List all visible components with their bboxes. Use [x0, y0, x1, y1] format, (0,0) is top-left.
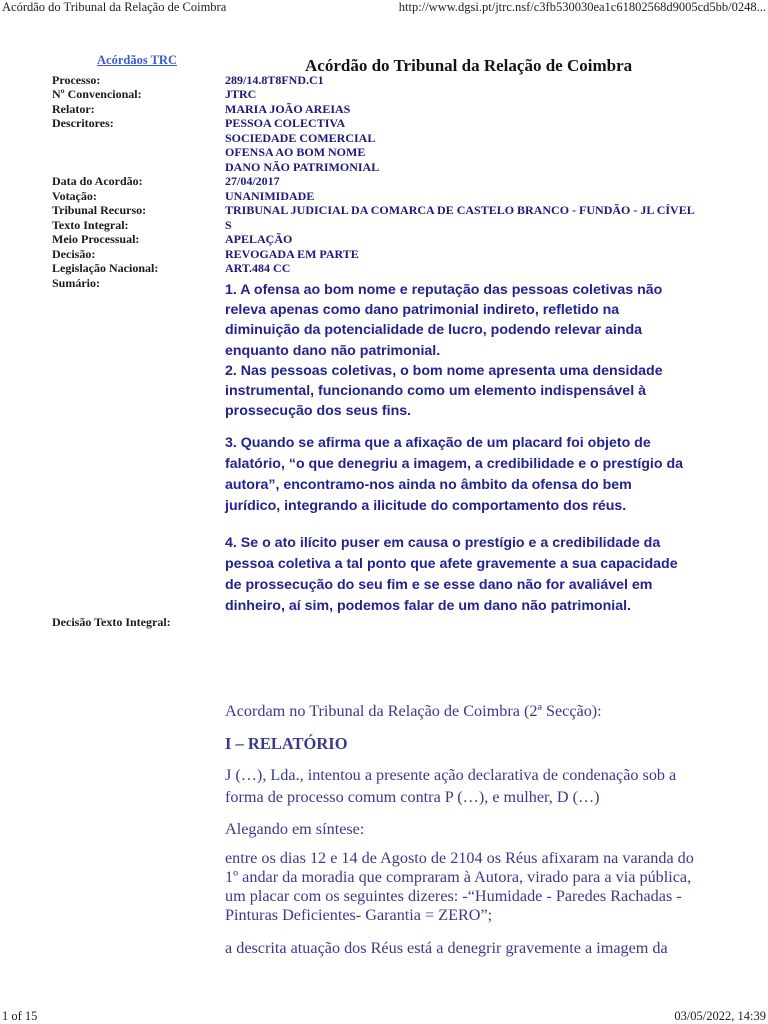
- field-label: Processo:: [52, 72, 101, 87]
- summary-paragraph-1: [225, 280, 662, 361]
- full-text-paragraph: [225, 819, 364, 839]
- summary-paragraph-3: [225, 433, 683, 518]
- field-label: Tribunal Recurso:: [52, 203, 147, 218]
- metadata-row-legislacao-nacional: [52, 261, 752, 276]
- field-value: APELAÇÃO: [225, 232, 293, 247]
- field-label: Relator:: [52, 101, 95, 116]
- print-footer-datetime: 03/05/2022, 14:39: [674, 1009, 766, 1023]
- metadata-table: [52, 73, 752, 291]
- summary-line: autora”, encontramo-nos ainda no âmbito da ofensa do bem: [225, 476, 632, 493]
- metadata-row-n-convencional: [52, 87, 752, 102]
- metadata-row-tribunal-recurso: [52, 203, 752, 218]
- full-text-line: J (…), Lda., intentou a presente ação declarativa de condenação sob a: [225, 766, 677, 784]
- descritor-item: SOCIEDADE COMERCIAL: [225, 130, 376, 145]
- summary-line: falatório, “o que denegriu a imagem, a credibilidade e o prestígio da: [225, 455, 684, 472]
- field-value: TRIBUNAL JUDICIAL DA COMARCA DE CASTELO BRANCO - FUNDÃO - JL CÍVEL: [225, 203, 695, 218]
- summary-paragraph-4: [225, 533, 678, 618]
- field-label: Data do Acordão:: [52, 174, 143, 189]
- full-text-line: a descrita atuação dos Réus está a denegrir gravemente a imagem da: [225, 939, 668, 957]
- descritores-list: [225, 116, 379, 174]
- field-value: UNANIMIDADE: [225, 188, 315, 203]
- full-text-line: 1º andar da moradia que compraram à Autora, virado para a via pública,: [225, 867, 692, 886]
- field-value: MARIA JOÃO AREIAS: [225, 101, 351, 116]
- field-label: Legislação Nacional:: [52, 261, 159, 276]
- page-title: Acórdão do Tribunal da Relação de Coimbra: [305, 56, 633, 75]
- summary-line: diminuição da potencialidade de lucro, podendo relevar ainda: [225, 322, 643, 339]
- print-header-title: Acórdão do Tribunal da Relação de Coimbra: [2, 0, 227, 14]
- descritor-item: PESSOA COLECTIVA: [225, 116, 346, 131]
- full-text-intro: Acordam no Tribunal da Relação de Coimbra (2ª Secção):: [225, 702, 602, 720]
- descritor-item: DANO NÃO PATRIMONIAL: [225, 159, 380, 174]
- summary-line: enquanto dano não patrimonial.: [225, 342, 441, 359]
- field-label: Texto Integral:: [52, 217, 129, 232]
- summary-line: 2. Nas pessoas coletivas, o bom nome apresenta uma densidade: [225, 362, 663, 379]
- print-header-url: http://www.dgsi.pt/jtrc.nsf/c3fb530030ea1c61802568d9005cd5bb/0248...: [398, 0, 766, 14]
- field-label: Votação:: [52, 188, 97, 203]
- metadata-row-data-acordao: [52, 174, 752, 189]
- field-label: Sumário:: [52, 275, 100, 290]
- field-value: JTRC: [225, 87, 257, 102]
- metadata-row-processo: [52, 73, 752, 88]
- summary-line: releva apenas como dano patrimonial indireto, refletido na: [225, 302, 620, 319]
- acordaos-trc-link[interactable]: Acórdãos TRC: [97, 53, 177, 67]
- field-label: Nº Convencional:: [52, 87, 142, 102]
- full-text-line: Alegando em síntese:: [225, 820, 365, 838]
- full-text-line: entre os dias 12 e 14 de Agosto de 2104 os Réus afixaram na varanda do: [225, 848, 694, 867]
- field-value: REVOGADA EM PARTE: [225, 246, 359, 261]
- summary-line: 4. Se o ato ilícito puser em causa o prestígio e a credibilidade da: [225, 534, 661, 551]
- summary-line: pessoa coletiva a tal ponto que afete gravemente a sua capacidade: [225, 555, 678, 572]
- field-value: 27/04/2017: [225, 174, 280, 189]
- metadata-row-descritores: [52, 116, 752, 174]
- decisao-texto-integral-label: Decisão Texto Integral:: [52, 614, 171, 629]
- print-footer-page: 1 of 15: [2, 1009, 38, 1023]
- summary-paragraph-2: [225, 361, 663, 422]
- summary-line: prossecução dos seus fins.: [225, 403, 412, 420]
- descritor-item: OFENSA AO BOM NOME: [225, 145, 366, 160]
- full-text-line: um placar com os seguintes dizeres: -“Humidade - Paredes Rachadas -: [225, 886, 682, 905]
- field-label: Meio Processual:: [52, 232, 140, 247]
- summary-line: instrumental, funcionando como um elemento indispensável à: [225, 383, 646, 399]
- summary-line: 3. Quando se afirma que a afixação de um placard foi objeto de: [225, 434, 651, 451]
- field-value: ART.484 CC: [225, 261, 291, 276]
- field-label: Descritores:: [52, 116, 114, 131]
- full-text-paragraph: [225, 938, 668, 958]
- metadata-row-relator: [52, 102, 752, 117]
- summary-line: dinheiro, aí sim, podemos falar de um dano não patrimonial.: [225, 598, 631, 615]
- field-label: Decisão:: [52, 246, 96, 261]
- metadata-row-meio-processual: [52, 232, 752, 247]
- full-text-paragraph: [225, 764, 676, 808]
- full-text-line: Pinturas Deficientes- Garantia = ZERO”;: [225, 905, 493, 924]
- field-value: S: [225, 217, 232, 232]
- section-heading: I – RELATÓRIO: [225, 734, 348, 753]
- summary-line: jurídico, integrando a ilicitude do comportamento dos réus.: [225, 498, 627, 515]
- metadata-row-votacao: [52, 189, 752, 204]
- field-value: 289/14.8T8FND.C1: [225, 72, 324, 87]
- metadata-row-decisao: [52, 247, 752, 262]
- metadata-row-texto-integral: [52, 218, 752, 233]
- summary-line: de prossecução do seu fim e se esse dano não for avaliável em: [225, 576, 653, 593]
- full-text-paragraph: [225, 849, 694, 925]
- full-text-line: forma de processo comum contra P (…), e mulher, D (…): [225, 788, 600, 806]
- summary-line: 1. A ofensa ao bom nome e reputação das pessoas coletivas não: [225, 282, 663, 298]
